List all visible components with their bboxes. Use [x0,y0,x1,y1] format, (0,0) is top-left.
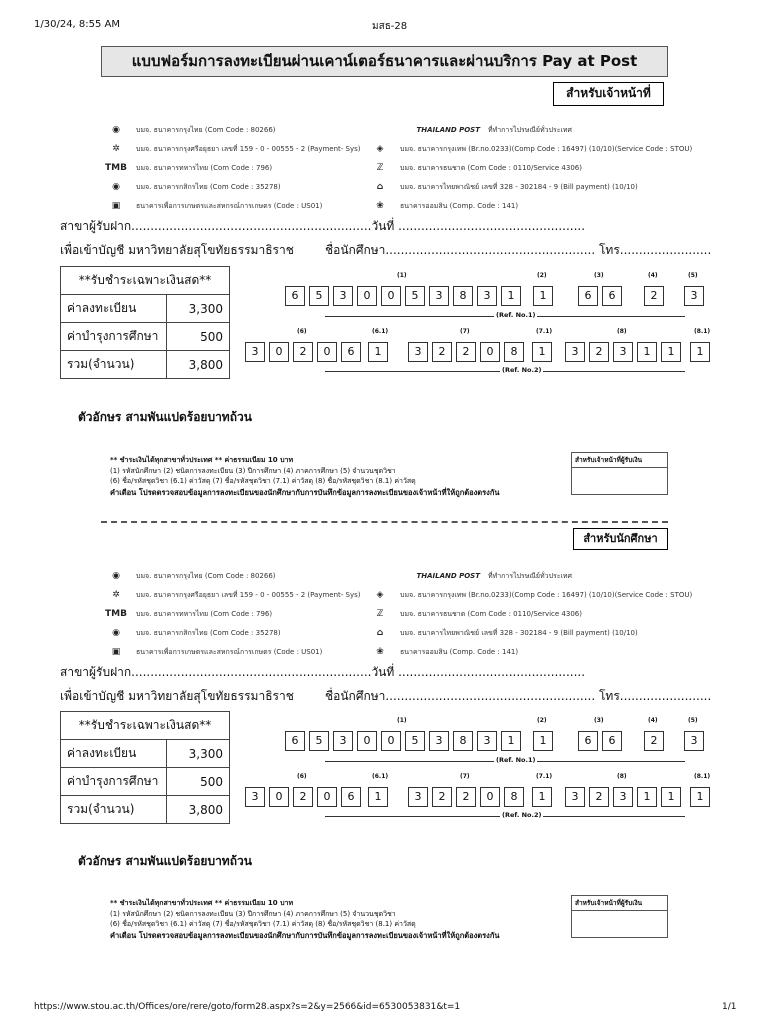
bank-text: ธนาคารออมสิน (Comp. Code : 141) [400,201,519,210]
fee-label: รวม(จำนวน) [61,351,167,379]
digit-box: 0 [317,787,337,807]
bank-text: ที่ทำการไปรษณีย์ทั่วประเทศ [488,571,572,580]
digit-box: 0 [381,731,401,751]
ref-group-label: (6.1) [372,328,389,335]
digit-box: 1 [690,342,710,362]
digit-group [644,731,668,751]
digit-box: 0 [357,731,377,751]
digit-box: 6 [341,342,361,362]
bank-text: บมจ. ธนาคารกสิกรไทย (Com Code : 35278) [136,628,281,637]
scb-logo-icon: ⌂ [376,628,384,638]
bank-text: บมจ. ธนาคารกสิกรไทย (Com Code : 35278) [136,182,281,191]
digit-box: 2 [456,342,476,362]
digit-box: 6 [602,731,622,751]
fee-label: ค่าบำรุงการศึกษา [61,768,167,796]
digit-box: 3 [429,731,449,751]
digit-box: 1 [637,787,657,807]
bank-text: บมจ. ธนาคารทหารไทย (Com Code : 796) [136,163,273,172]
bbl-logo-icon: ◈ [376,590,384,600]
digit-group [644,286,668,306]
digit-box: 2 [432,342,452,362]
fee-amount: 500 [167,768,230,796]
digit-box: 2 [644,731,664,751]
digit-group [684,286,708,306]
note-legend-line: (6) ชื่อ/รหัสชุดวิชา (6.1) ค่าวัสดุ (7) ชื่อ/รหัสชุดวิชา (7.1) ค่าวัสดุ (8) ชื่อ/รหัสชุดวิชา (8.1) ค่าวัสดุ [110,477,416,485]
digit-group [408,787,528,807]
ref-group-label: (6) [297,328,307,335]
bank-row [106,588,361,602]
digit-box: 3 [245,342,265,362]
bank-row [370,161,582,175]
digit-group [533,731,557,751]
digit-group [245,787,365,807]
digit-box: 1 [501,731,521,751]
gsb-logo-icon: ❀ [376,201,384,211]
digit-box: 1 [637,342,657,362]
digit-box: 3 [477,731,497,751]
note-warning-line: คำเตือน โปรดตรวจสอบข้อมูลการลงทะเบียนของนักศึกษากับการบันทึกข้อมูลการลงทะเบียนของเจ้าหน้าที่ให้ถูกต้องตรงกัน [110,931,500,940]
digit-box: 8 [504,787,524,807]
branch-line: สาขาผู้รับฝาก...............................................................วันที่ ................................................. [60,219,586,233]
print-datetime: 1/30/24, 8:55 AM [34,19,121,30]
ref-group-label: (6.1) [372,773,389,780]
ref-group-label: (3) [594,717,604,724]
bank-text: บมจ. ธนาคารทหารไทย (Com Code : 796) [136,609,273,618]
digit-box: 3 [333,731,353,751]
baac-logo-icon: ▣ [111,201,121,211]
digit-group [533,286,557,306]
digit-box: 5 [309,731,329,751]
tmb-logo-icon: TMB [105,163,127,173]
bank-text: บมจ. ธนาคารไทยพาณิชย์ เลขที่ 328 - 302184 - 9 (Bill payment) (10/10) [400,628,638,637]
note-warning-line: คำเตือน โปรดตรวจสอบข้อมูลการลงทะเบียนของนักศึกษากับการบันทึกข้อมูลการลงทะเบียนของเจ้าหน้าที่ให้ถูกต้องตรงกัน [110,488,500,497]
digit-box: 3 [565,342,585,362]
digit-box: 3 [477,286,497,306]
note-legend-line: (1) รหัสนักศึกษา (2) ชนิดการลงทะเบียน (3) ปีการศึกษา (4) ภาคการศึกษา (5) จำนวนชุดวิชา [110,910,396,918]
bank-text: บมจ. ธนาคารธนชาต (Com Code : 0110/Service 4306) [400,163,582,172]
digit-box: 1 [532,342,552,362]
digit-group [285,731,525,751]
staff-copy-label: สำหรับเจ้าหน้าที่ [553,82,664,106]
ref-group-label: (6) [297,773,307,780]
digit-box: 8 [504,342,524,362]
bank-text: บมจ. ธนาคารกรุงศรีอยุธยา เลขที่ 159 - 0 - 00555 - 2 (Payment- Sys) [136,144,361,153]
fee-amount: 3,800 [167,351,230,379]
digit-group [368,787,392,807]
fee-label: ค่าลงทะเบียน [61,295,167,323]
ref-group-label: (1) [397,717,407,724]
kbank-logo-icon: ◉ [112,628,120,638]
ref-group-label: (5) [688,717,698,724]
bank-text: บมจ. ธนาคารธนชาต (Com Code : 0110/Service 4306) [400,609,582,618]
ktb-logo-icon: ◉ [112,125,120,135]
bank-row [370,569,572,583]
bank-text: บมจ. ธนาคารกรุงไทย (Com Code : 80266) [136,125,276,134]
ref1-label: (Ref. No.1) [496,311,536,319]
ref-group-label: (2) [537,717,547,724]
digit-box: 0 [357,286,377,306]
digit-box: 6 [578,286,598,306]
digit-group [245,342,365,362]
branch-line: สาขาผู้รับฝาก...............................................................วันที่ ................................................. [60,665,586,679]
amount-in-words: ตัวอักษร สามพันแปดร้อยบาทถ้วน [78,410,252,424]
digit-group [565,787,685,807]
digit-box: 3 [684,731,704,751]
gsb-logo-icon: ❀ [376,647,384,657]
digit-box: 3 [684,286,704,306]
bank-row [370,607,582,621]
digit-box: 0 [317,342,337,362]
digit-group [532,342,556,362]
bank-row [106,607,272,621]
ktb-logo-icon: ◉ [112,571,120,581]
account-line: เพื่อเข้าบัญชี มหาวิทยาลัยสุโขทัยธรรมาธิราช [60,689,294,703]
digit-box: 6 [285,286,305,306]
note-fee-line: ** ชำระเงินได้ทุกสาขาทั่วประเทศ ** ค่าธรรมเนียม 10 บาท [110,899,294,907]
digit-box: 3 [613,342,633,362]
note-fee-line: ** ชำระเงินได้ทุกสาขาทั่วประเทศ ** ค่าธรรมเนียม 10 บาท [110,456,294,464]
scb-logo-icon: ⌂ [376,182,384,192]
fee-label: รวม(จำนวน) [61,796,167,824]
bbl-logo-icon: ◈ [376,144,384,154]
digit-box: 2 [456,787,476,807]
digit-group [532,787,556,807]
fee-label: ค่าบำรุงการศึกษา [61,323,167,351]
digit-box: 8 [453,731,473,751]
form-code: มสธ-28 [372,21,408,32]
bank-row [106,142,361,156]
digit-box: 0 [269,787,289,807]
thailand-post-logo-icon: THAILAND POST [416,126,480,134]
digit-box: 2 [644,286,664,306]
note-legend-line: (6) ชื่อ/รหัสชุดวิชา (6.1) ค่าวัสดุ (7) ชื่อ/รหัสชุดวิชา (7.1) ค่าวัสดุ (8) ชื่อ/รหัสชุดวิชา (8.1) ค่าวัสดุ [110,920,416,928]
digit-box: 0 [480,342,500,362]
ref1-label: (Ref. No.1) [496,756,536,764]
ref-group-label: (1) [397,272,407,279]
bank-row [106,199,322,213]
digit-box: 5 [309,286,329,306]
bank-row [106,180,281,194]
ref-group-label: (4) [648,272,658,279]
digit-box: 1 [533,286,553,306]
ref-group-label: (5) [688,272,698,279]
fee-header: **รับชำระเฉพาะเงินสด** [61,267,230,295]
digit-box: 6 [285,731,305,751]
ref-group-label: (8.1) [694,328,711,335]
ref2-label: (Ref. No.2) [502,366,542,374]
ref-group-label: (4) [648,717,658,724]
digit-group [690,342,714,362]
digit-box: 3 [429,286,449,306]
digit-box: 1 [501,286,521,306]
krungsri-logo-icon: ✲ [112,144,120,154]
digit-box: 3 [333,286,353,306]
page-number: 1/1 [722,1002,737,1012]
fee-amount: 500 [167,323,230,351]
digit-group [565,342,685,362]
ref-group-label: (7.1) [536,773,553,780]
bank-text: ธนาคารเพื่อการเกษตรและสหกรณ์การเกษตร (Code : US01) [136,647,323,656]
cut-line [101,521,668,523]
digit-group [285,286,525,306]
thailand-post-logo-icon: THAILAND POST [416,572,480,580]
ref-group-label: (3) [594,272,604,279]
digit-box: 2 [589,342,609,362]
digit-box: 3 [565,787,585,807]
receiving-officer-label: สำหรับเจ้าหน้าที่ผู้รับเงิน [572,896,667,911]
digit-box: 8 [453,286,473,306]
digit-box: 6 [578,731,598,751]
ref-group-label: (7) [460,773,470,780]
thanachart-logo-icon: ℤ [376,163,384,173]
baac-logo-icon: ▣ [111,647,121,657]
digit-box: 1 [661,342,681,362]
digit-box: 3 [408,787,428,807]
bank-text: บมจ. ธนาคารกรุงเทพ (Br.no.0233)(Comp Code : 16497) (10/10)(Service Code : STOU) [400,144,693,153]
student-line: ชื่อนักศึกษา....................................................... โทร........................ [325,689,712,703]
fee-amount: 3,800 [167,796,230,824]
digit-group [408,342,528,362]
digit-box: 1 [533,731,553,751]
digit-group [684,731,708,751]
ref2-label: (Ref. No.2) [502,811,542,819]
page-url: https://www.stou.ac.th/Offices/ore/rere/goto/form28.aspx?s=2&y=2566&id=6530053831&t=1 [34,1002,461,1012]
bank-row [106,161,272,175]
bank-row [370,645,518,659]
note-legend-line: (1) รหัสนักศึกษา (2) ชนิดการลงทะเบียน (3) ปีการศึกษา (4) ภาคการศึกษา (5) จำนวนชุดวิชา [110,467,396,475]
digit-box: 3 [408,342,428,362]
digit-group [690,787,714,807]
digit-group [578,286,626,306]
receiving-officer-label: สำหรับเจ้าหน้าที่ผู้รับเงิน [572,453,667,468]
bank-row [370,588,692,602]
digit-box: 2 [293,787,313,807]
digit-group [368,342,392,362]
bank-row [370,123,572,137]
student-copy-label: สำหรับนักศึกษา [573,528,668,550]
bank-row [370,626,638,640]
krungsri-logo-icon: ✲ [112,590,120,600]
amount-in-words: ตัวอักษร สามพันแปดร้อยบาทถ้วน [78,854,252,868]
digit-box: 1 [368,342,388,362]
digit-box: 1 [532,787,552,807]
ref-group-label: (2) [537,272,547,279]
fee-label: ค่าลงทะเบียน [61,740,167,768]
digit-box: 0 [480,787,500,807]
digit-box: 1 [661,787,681,807]
bank-text: บมจ. ธนาคารกรุงเทพ (Br.no.0233)(Comp Code : 16497) (10/10)(Service Code : STOU) [400,590,693,599]
digit-box: 3 [613,787,633,807]
digit-box: 5 [405,286,425,306]
thanachart-logo-icon: ℤ [376,609,384,619]
ref-group-label: (8) [617,328,627,335]
account-line: เพื่อเข้าบัญชี มหาวิทยาลัยสุโขทัยธรรมาธิราช [60,243,294,257]
bank-text: ที่ทำการไปรษณีย์ทั่วประเทศ [488,125,572,134]
bank-row [106,645,322,659]
digit-box: 1 [690,787,710,807]
fee-table-staff [60,266,230,379]
digit-box: 2 [432,787,452,807]
bank-row [106,123,276,137]
kbank-logo-icon: ◉ [112,182,120,192]
bank-text: บมจ. ธนาคารกรุงไทย (Com Code : 80266) [136,571,276,580]
fee-header: **รับชำระเฉพาะเงินสด** [61,712,230,740]
bank-row [370,180,638,194]
digit-group [578,731,626,751]
student-line: ชื่อนักศึกษา....................................................... โทร........................ [325,243,712,257]
ref-group-label: (8) [617,773,627,780]
bank-row [370,142,692,156]
tmb-logo-icon: TMB [105,609,127,619]
fee-amount: 3,300 [167,295,230,323]
digit-box: 3 [245,787,265,807]
digit-box: 0 [269,342,289,362]
digit-box: 1 [368,787,388,807]
bank-text: บมจ. ธนาคารไทยพาณิชย์ เลขที่ 328 - 302184 - 9 (Bill payment) (10/10) [400,182,638,191]
bank-row [370,199,518,213]
digit-box: 5 [405,731,425,751]
digit-box: 2 [293,342,313,362]
bank-text: บมจ. ธนาคารกรุงศรีอยุธยา เลขที่ 159 - 0 - 00555 - 2 (Payment- Sys) [136,590,361,599]
ref-group-label: (8.1) [694,773,711,780]
bank-text: ธนาคารเพื่อการเกษตรและสหกรณ์การเกษตร (Code : US01) [136,201,323,210]
digit-box: 0 [381,286,401,306]
form-title: แบบฟอร์มการลงทะเบียนผ่านเคาน์เตอร์ธนาคารและผ่านบริการ Pay at Post [101,46,668,77]
fee-table-student [60,711,230,824]
bank-row [106,626,281,640]
ref-group-label: (7) [460,328,470,335]
receiving-officer-box [571,895,668,938]
digit-box: 6 [602,286,622,306]
bank-row [106,569,276,583]
digit-box: 2 [589,787,609,807]
receiving-officer-box [571,452,668,495]
ref-group-label: (7.1) [536,328,553,335]
fee-amount: 3,300 [167,740,230,768]
bank-text: ธนาคารออมสิน (Comp. Code : 141) [400,647,519,656]
digit-box: 6 [341,787,361,807]
